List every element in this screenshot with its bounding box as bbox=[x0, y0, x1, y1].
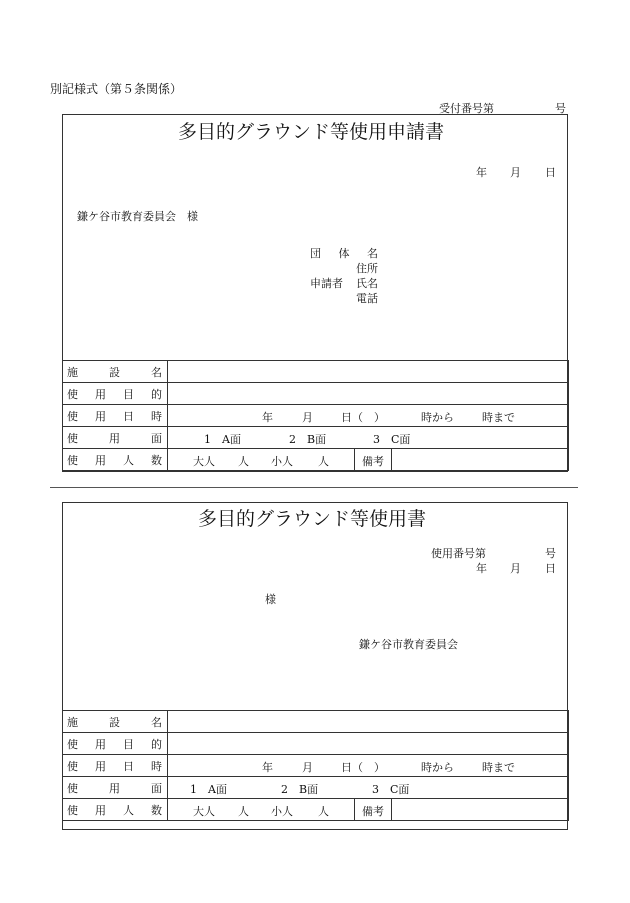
permit-date-month: 月 bbox=[510, 562, 521, 575]
permit-remarks-label-cell bbox=[354, 799, 392, 820]
usage-datetime-field[interactable]: 年 月 日（ ） 時から 時まで bbox=[168, 405, 569, 427]
usage-purpose-field[interactable] bbox=[168, 383, 569, 405]
usage-people-label: 使 用 人 数 bbox=[67, 453, 162, 467]
usage-people-field[interactable]: 大人 人 小人 人 備考 bbox=[168, 449, 569, 471]
permit-sama: 様 bbox=[265, 593, 276, 606]
table-row bbox=[63, 755, 569, 777]
facility-name-label: 施 設 名 bbox=[67, 365, 162, 379]
applicant-address-label: 住所 bbox=[356, 262, 378, 275]
permit-usage-area-field[interactable] bbox=[168, 777, 569, 799]
area-option-a: 1 A面 bbox=[204, 433, 241, 446]
area-option-b: 2 B面 bbox=[289, 433, 327, 446]
table-row bbox=[63, 427, 569, 449]
usage-area-field[interactable] bbox=[168, 427, 569, 449]
receipt-number-go: 号 bbox=[555, 102, 566, 115]
application-title: 多目的グラウンド等使用申請書 bbox=[178, 121, 445, 143]
remarks-label: 備考 bbox=[362, 455, 384, 468]
usage-datetime-label: 使 用 日 時 bbox=[67, 409, 162, 423]
permit-area-option-c: 3 C面 bbox=[372, 783, 410, 796]
permit-usage-people-field[interactable]: 大人 人 小人 人 備考 bbox=[168, 799, 569, 821]
permit-area-option-a: 1 A面 bbox=[190, 783, 227, 796]
applicant-group-name-label bbox=[310, 245, 378, 261]
table-row bbox=[63, 449, 569, 471]
permit-facility-name-field[interactable] bbox=[168, 711, 569, 733]
application-table bbox=[62, 360, 569, 471]
applicant-group-name-char-3: 名 bbox=[367, 247, 378, 260]
application-date-month: 月 bbox=[510, 166, 521, 179]
table-row bbox=[63, 799, 569, 821]
permit-facility-name-label: 施 設 名 bbox=[67, 715, 162, 729]
permit-usage-people-label: 使 用 人 数 bbox=[67, 803, 162, 817]
applicant-name-label: 氏名 bbox=[356, 277, 378, 290]
area-option-c: 3 C面 bbox=[373, 433, 411, 446]
table-row bbox=[63, 777, 569, 799]
table-row bbox=[63, 361, 569, 383]
permit-date-year: 年 bbox=[476, 562, 487, 575]
permit-area-option-b: 2 B面 bbox=[281, 783, 319, 796]
form-note: 別記様式（第５条関係） bbox=[50, 82, 183, 96]
application-addressee: 鎌ケ谷市教育委員会 様 bbox=[77, 210, 198, 223]
application-date-day: 日 bbox=[545, 166, 556, 179]
applicant-phone-label: 電話 bbox=[356, 292, 378, 305]
applicant-group-name-char-2: 体 bbox=[338, 247, 350, 260]
table-row bbox=[63, 383, 569, 405]
table-row bbox=[63, 405, 569, 427]
receipt-number-label: 受付番号第 bbox=[439, 102, 494, 115]
remarks-label-cell bbox=[354, 449, 392, 470]
facility-name-field[interactable] bbox=[168, 361, 569, 383]
permit-usage-area-label: 使 用 面 bbox=[67, 781, 162, 795]
permit-usage-datetime-label: 使 用 日 時 bbox=[67, 759, 162, 773]
permit-use-number-label: 使用番号第 bbox=[431, 547, 486, 560]
permit-usage-purpose-label: 使 用 目 的 bbox=[67, 737, 162, 751]
usage-purpose-label: 使 用 目 的 bbox=[67, 387, 162, 401]
application-date-year: 年 bbox=[476, 166, 487, 179]
permit-date-day: 日 bbox=[545, 562, 556, 575]
table-row bbox=[63, 733, 569, 755]
permit-usage-datetime-field[interactable]: 年 月 日（ ） 時から 時まで bbox=[168, 755, 569, 777]
permit-use-number-go: 号 bbox=[545, 547, 556, 560]
applicant-label: 申請者 bbox=[310, 277, 343, 290]
form-separator bbox=[50, 487, 578, 488]
table-row bbox=[63, 711, 569, 733]
permit-usage-purpose-field[interactable] bbox=[168, 733, 569, 755]
usage-area-label: 使 用 面 bbox=[67, 431, 162, 445]
permit-issuer: 鎌ケ谷市教育委員会 bbox=[359, 638, 458, 651]
permit-table bbox=[62, 710, 569, 821]
applicant-group-name-char-1: 団 bbox=[310, 247, 321, 260]
permit-remarks-label: 備考 bbox=[362, 805, 384, 818]
permit-title: 多目的グラウンド等使用書 bbox=[198, 508, 427, 530]
